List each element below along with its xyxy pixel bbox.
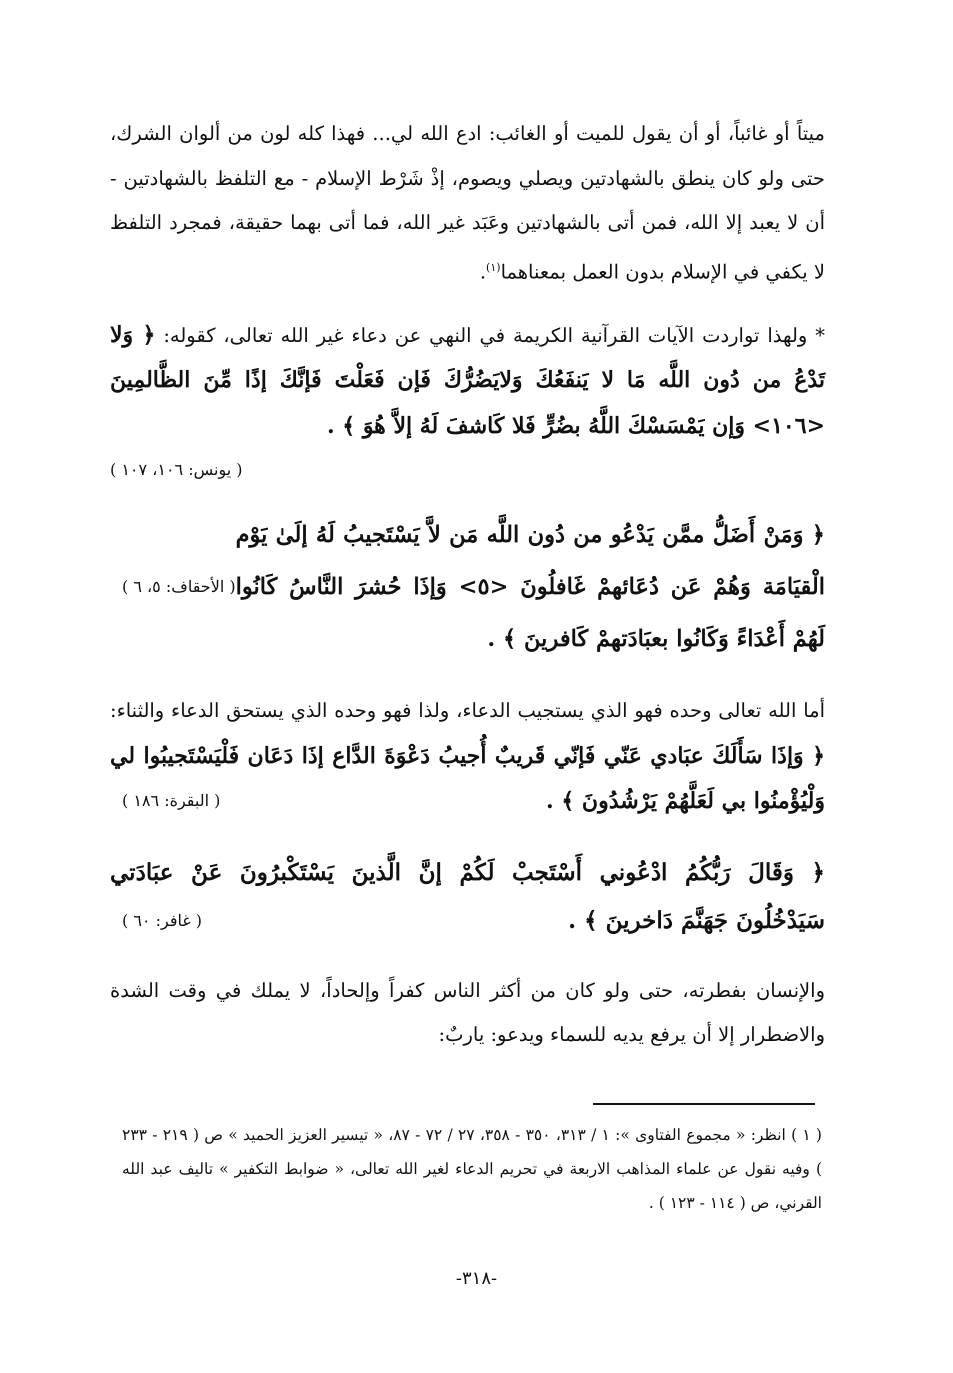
page-body bbox=[110, 112, 825, 1058]
verse-4 bbox=[110, 849, 825, 945]
verse-1-reference: ( يونس: ١٠٦، ١٠٧ ) bbox=[110, 460, 243, 479]
paragraph-3-text: أما الله تعالى وحده فهو الذي يستجيب الدعاء، ولذا فهو وحده الذي يستحق الدعاء والثناء: bbox=[110, 699, 825, 722]
page-number: -٣١٨- bbox=[455, 1268, 498, 1289]
verse-4-text: ﴿ وَقَالَ رَبُّكُمُ ادْعُوني أَسْتَجبْ لَكُمْ إنَّ الَّذينَ يَسْتَكْبرُونَ عَنْ عبَادَتي سَيَدْخُلُونَ جَهَنَّمَ دَاخرينَ ﴾ . bbox=[110, 858, 825, 934]
verse-block-4 bbox=[110, 849, 825, 945]
paragraph-4: والإنسان بفطرته، حتى ولو كان من أكثر الناس كفراً وإلحاداً، لا يملك في وقت الشدة والاضطرار إلا أن يرفع يديه للسماء ويدعو: ياربٌ: bbox=[110, 978, 825, 1046]
verse-2-text: ﴿ وَمَنْ أَضَلُّ ممَّن يَدْعُو من دُون اللَّه مَن لاَّ يَسْتَجيبُ لَهُ إلَىٰ يَوْم الْقيَامَة وَهُمْ عَن دُعَائهمْ غَافلُونَ <٥> وَإذَا حُشرَ النَّاسُ كَانُوا لَهُمْ أَعْدَاءً وَكَانُوا بعبَادَتهمْ كَافرينَ ﴾ . bbox=[235, 522, 825, 652]
verse-3: ﴿ وَإذَا سَأَلَكَ عبَادي عَنّي فَإنّي قَريبٌ أُجيبُ دَعْوَةَ الدَّاع إذَا دَعَان فَلْيَسْتَجيبُوا لي وَلْيُؤْمنُوا بي لَعَلَّهُمْ يَرْشُدُونَ ﴾ . bbox=[110, 742, 825, 814]
footnote-divider bbox=[593, 1103, 815, 1105]
verse-3-reference: ( البقرة: ١٨٦ ) bbox=[122, 791, 221, 810]
verse-2 bbox=[110, 509, 825, 665]
paragraph-2-text: * ولهذا تواردت الآيات القرآنية الكريمة في النهي عن دعاء غير الله تعالى، كقوله: bbox=[163, 323, 825, 347]
paragraph-intro: ميتاً أو غائباً، أو أن يقول للميت أو الغائب: ادع الله لي... فهذا كله لون من ألوان الشرك، حتى ولو كان ينطق بالشهادتين ويصلي ويصوم، إذْ شَرْط الإسلام - مع التلفظ بالشهادتين - أن لا يعبد إلا الله، فمن أتى بالشهادتين وعَبَد غير الله، فما أتى بهما حقيقة، فمجرد التلفظ لا يكفي في الإسلام بدون العمل بمعناهما$^{(١)}$. bbox=[110, 122, 825, 283]
paragraph-3 bbox=[110, 689, 825, 825]
verse-block-3 bbox=[110, 689, 825, 825]
verse-block-2 bbox=[110, 509, 825, 665]
verse-4-reference: ( غافر: ٦٠ ) bbox=[122, 910, 203, 930]
verse-1: ﴿ وَلا تَدْعُ من دُون اللَّه مَا لا يَنفَعُكَ وَلايَضُرُّكَ فَإن فَعَلْتَ فَإنَّكَ إذًا مِّنَ الظَّالمِينَ <١٠٦> وَإن يَمْسَسْكَ اللَّهُ بضُرٍّ فَلا كَاشفَ لَهُ إلاَّ هُوَ ﴾ . bbox=[110, 321, 825, 439]
paragraph-1-text: ميتاً أو غائباً، أو أن يقول للميت أو الغائب: ادع الله لي... فهذا كله لون من ألوان الشرك، حتى ولو كان ينطق بالشهادتين ويصلي ويصوم، إذْ شَرْط الإسلام - مع التلفظ بالشهادتين - أن لا يعبد إلا الله، فمن أتى بالشهادتين وعَبَد غير الله، فما أتى بهما حقيقة، فمجرد التلفظ لا يكفي في الإسلام بدون العمل بمعناهما bbox=[110, 122, 825, 283]
footnote: ( ١ ) انظر: « مجموع الفتاوى »: ١ / ٣١٣، ٣٥٠ - ٣٥٨، ٢٧ / ٧٢ - ٨٧، « تيسير العزيز الحميد » ص ( ٢١٩ - ٢٣٣ ) وفيه نقول عن علماء المذاهب الاربعة في تحريم الدعاء لغير الله تعالى، « ضوابط التكفير » تاليف عبد الله القرني، ص ( ١١٤ - ١٢٣ ) . bbox=[122, 1126, 822, 1212]
footnote-marker: (١) bbox=[486, 260, 501, 274]
verse-block-1 bbox=[110, 313, 825, 486]
verse-2-reference: ( الأحقاف: ٥، ٦ ) bbox=[122, 577, 236, 596]
paragraph-2-intro bbox=[110, 313, 825, 450]
